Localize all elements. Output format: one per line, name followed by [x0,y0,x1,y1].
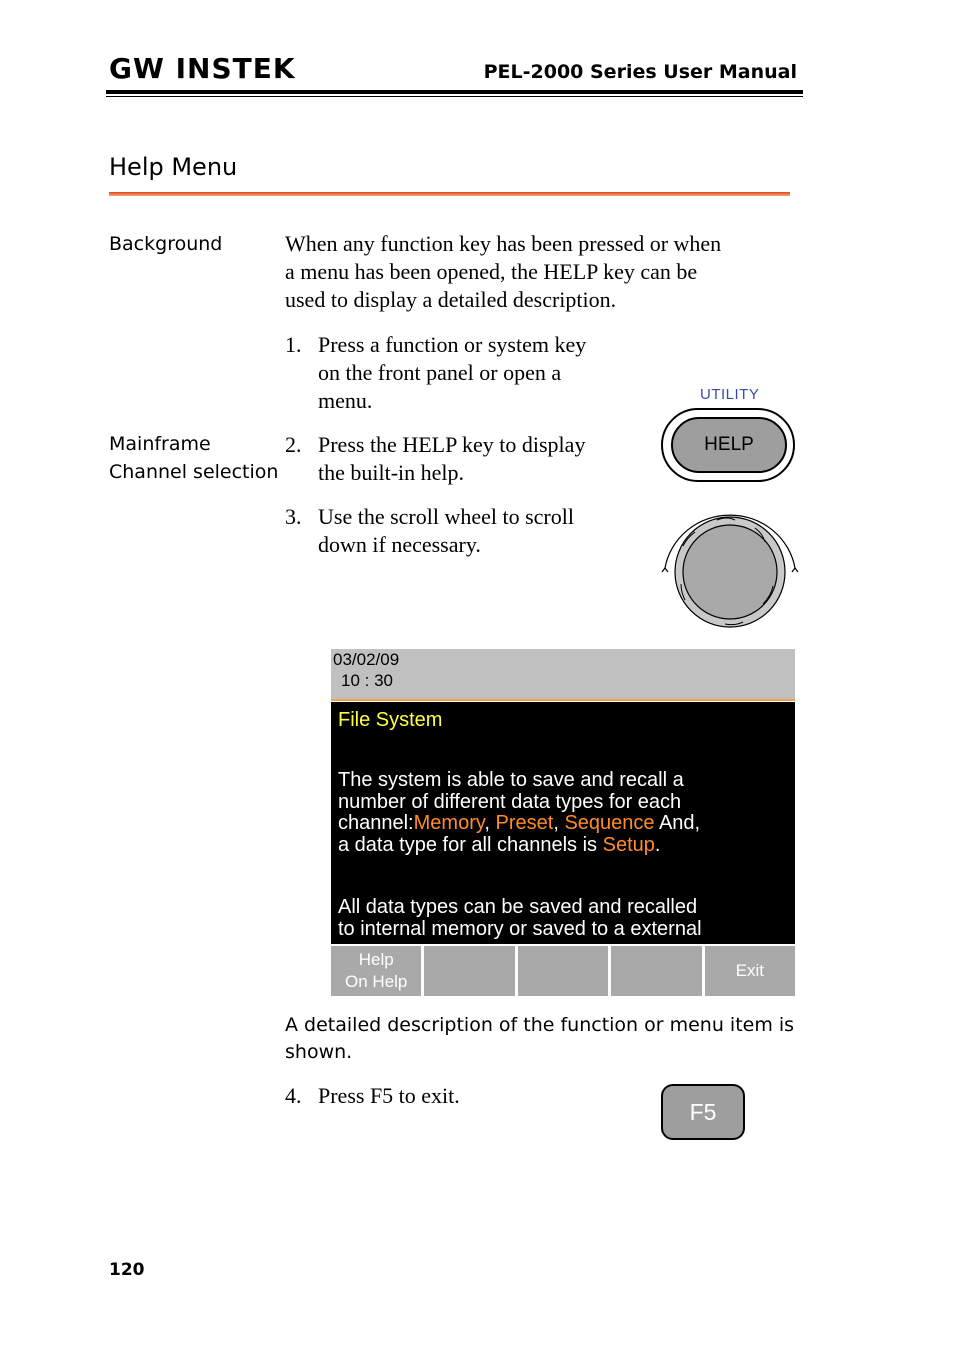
step-line: menu. [318,388,373,413]
step-1 [285,331,586,415]
mainframe-label [109,430,278,486]
help-text: . [654,833,661,856]
step-line: Press F5 to exit. [318,1083,460,1108]
step-line: Press the HELP key to display [318,432,586,457]
header-rule-thin [106,96,803,97]
softkey-bar [331,946,795,996]
step-number: 1. [285,332,302,357]
manual-title: PEL-2000 Series User Manual [483,61,797,83]
softkey-f3[interactable] [518,946,608,996]
page-number: 120 [109,1260,145,1280]
screen-status-divider [331,699,795,701]
step-line: Press a function or system key [318,332,587,357]
f5-key[interactable]: F5 [661,1084,745,1140]
scroll-wheel-icon[interactable] [655,500,805,632]
background-text [285,230,721,314]
screen-caption: A detailed description of the function or menu item is shown. [285,1014,795,1063]
softkey-help-on-help[interactable] [331,946,421,996]
step-3 [285,503,574,559]
help-line: to internal memory or saved to a external [338,917,702,940]
step-number: 4. [285,1083,302,1108]
highlight-preset: Preset [495,812,554,834]
screen-time: 10 : 30 [341,671,393,690]
softkey-f2[interactable] [424,946,514,996]
help-paragraph-1 [338,770,700,856]
step-number: 2. [285,432,302,457]
help-line [338,835,700,857]
help-text: channel: [338,812,414,834]
help-line: The system is able to save and recall a [338,769,684,791]
step-line: down if necessary. [318,532,481,557]
help-text: , [553,812,565,834]
softkey-exit[interactable] [705,946,795,996]
highlight-sequence: Sequence [564,812,655,834]
channel-selection-label: Channel selection [109,461,279,483]
step-2 [285,431,585,487]
step-4 [285,1082,460,1110]
gw-instek-logo: GW INSTEK [109,52,296,85]
utility-label: UTILITY [700,386,760,403]
help-key[interactable]: HELP [671,417,787,473]
help-paragraph-2 [338,897,702,940]
softkey-f4[interactable] [611,946,701,996]
step-line: Use the scroll wheel to scroll [318,504,574,529]
help-text: a data type for all channels is [338,833,603,856]
header-rule [106,90,803,94]
softkey-label: On Help [345,972,408,991]
help-content-panel[interactable] [331,702,795,944]
step-line: the built-in help. [318,460,465,485]
background-line: a menu has been opened, the HELP key can be [285,259,698,284]
softkey-label: Help [358,950,394,969]
help-screen [331,649,795,996]
screen-date: 03/02/09 [333,650,400,669]
help-line [338,813,700,835]
section-title: Help Menu [109,153,238,181]
background-line: When any function key has been pressed or when [285,231,722,256]
background-line: used to display a detailed description. [285,287,617,312]
help-heading: File System [338,709,443,731]
highlight-memory: Memory [413,812,485,834]
help-text: , [484,812,496,834]
highlight-setup: Setup [602,833,655,856]
help-line: All data types can be saved and recalled [338,896,698,918]
help-text: And, [654,812,701,834]
screen-status-bar [331,649,795,699]
step-line: on the front panel or open a [318,360,562,385]
help-line: number of different data types for each [338,790,682,813]
section-rule [109,192,790,196]
step-number: 3. [285,504,302,529]
softkey-label: Exit [735,961,764,980]
mainframe-label-line: Mainframe [109,433,211,455]
background-label: Background [109,233,223,255]
